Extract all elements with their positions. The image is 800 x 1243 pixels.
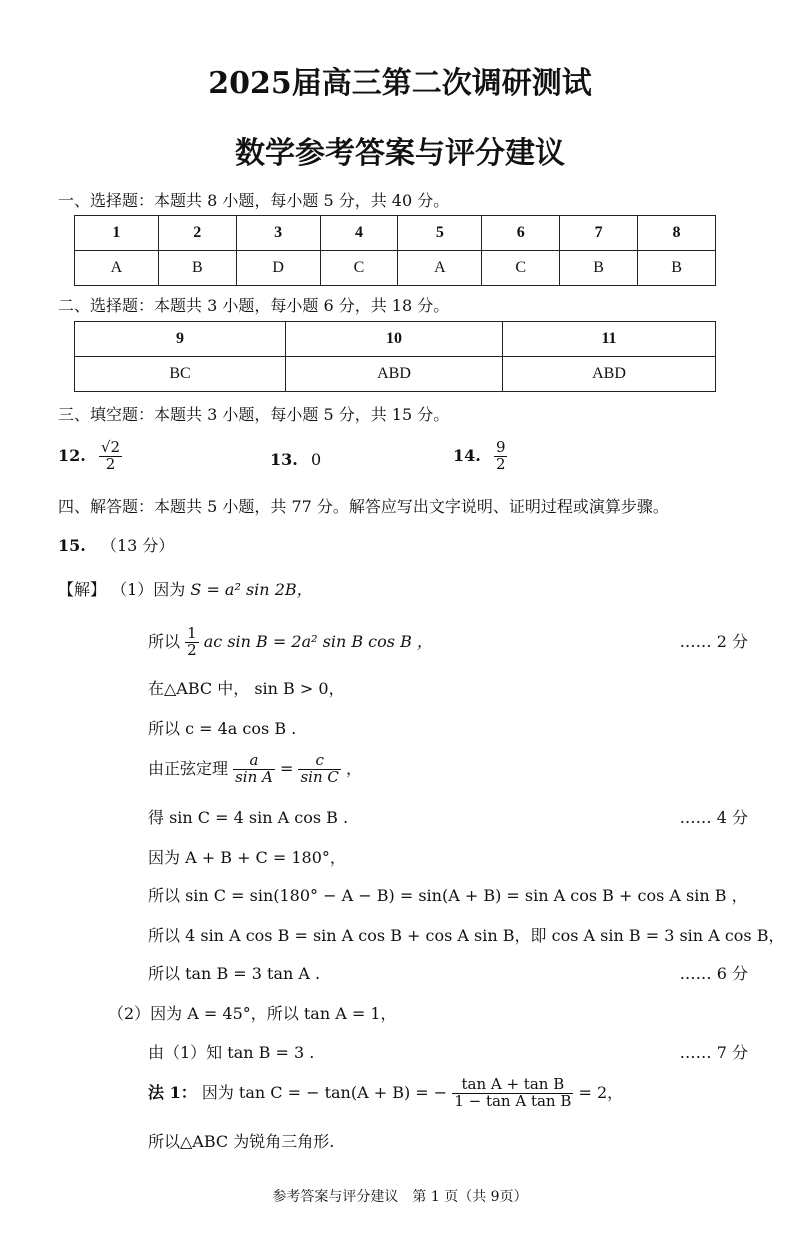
solution-line-12: 由（1）知 tan B = 3 . — [148, 1043, 315, 1062]
formula: S = a² sin 2B， — [190, 580, 313, 599]
section1-heading: 一、选择题：本题共 8 小题，每小题 5 分，共 40 分。 — [58, 191, 450, 210]
section2-answer-table — [74, 321, 716, 392]
answer-cell: ABD — [503, 357, 716, 392]
score-marker: …… 7 分 — [679, 1043, 748, 1062]
solution-line-13 — [148, 1077, 623, 1110]
question-number: 5 — [398, 216, 482, 251]
section2-heading: 二、选择题：本题共 3 小题，每小题 6 分，共 18 分。 — [58, 296, 450, 315]
denominator: sin C — [300, 767, 339, 786]
solution-line-7: 因为 A + B + C = 180°， — [148, 848, 346, 867]
formula: ac sin B = 2a² sin B cos B ， — [203, 631, 433, 651]
question-number: 11 — [503, 322, 716, 357]
half-fraction — [185, 626, 199, 659]
solution-line-10: 所以 tan B = 3 tan A . — [148, 964, 321, 983]
line-suffix: = 2， — [578, 1082, 624, 1102]
denominator: 2 — [187, 640, 197, 659]
method1-label: 法 1： — [148, 1082, 197, 1102]
solution-line-9: 所以 4 sin A cos B = sin A cos B + cos A sin B，即 cos A sin B = 3 sin A cos B， — [148, 926, 785, 945]
solution-line-3: 在△ABC 中， sin B > 0， — [148, 679, 345, 698]
numerator: 1 — [187, 624, 197, 642]
part1-label: （1）因为 — [111, 580, 186, 599]
solution-line-5 — [148, 753, 362, 786]
q12-answer — [58, 440, 122, 473]
answer-cell: BC — [75, 357, 286, 392]
question-number: 6 — [482, 216, 560, 251]
ratio-a — [233, 753, 275, 786]
table-row — [75, 216, 716, 251]
section3-heading: 三、填空题：本题共 3 小题，每小题 5 分，共 15 分。 — [58, 405, 450, 424]
q15-label: 15. — [58, 536, 86, 555]
answer-cell: B — [638, 251, 716, 286]
line-prefix: 所以 — [148, 631, 181, 651]
answer-cell: A — [75, 251, 159, 286]
q15-points: （13 分） — [100, 536, 175, 555]
q14-denominator: 2 — [495, 454, 506, 473]
equals-sign: = — [279, 758, 294, 778]
question-number: 9 — [75, 322, 286, 357]
q12-denominator: 2 — [105, 454, 116, 473]
table-row — [75, 251, 716, 286]
document-subtitle: 数学参考答案与评分建议 — [235, 136, 565, 171]
answer-cell: ABD — [286, 357, 503, 392]
question-number: 1 — [75, 216, 159, 251]
ratio-c — [298, 753, 340, 786]
q13-answer — [270, 450, 321, 469]
answer-cell: A — [398, 251, 482, 286]
solution-line-6: 得 sin C = 4 sin A cos B . — [148, 808, 349, 827]
line-prefix: 因为 tan C = − tan(A + B) = − — [201, 1082, 448, 1102]
page-footer: 参考答案与评分建议 第 1 页（共 9页） — [272, 1189, 528, 1205]
tan-sum-fraction — [452, 1077, 573, 1110]
document-title: 2025届高三第二次调研测试 — [208, 66, 592, 101]
line-suffix: ， — [345, 758, 362, 778]
question-number: 7 — [560, 216, 638, 251]
q12-fraction — [99, 440, 122, 473]
table-row — [75, 357, 716, 392]
answer-cell: C — [320, 251, 398, 286]
q14-fraction — [494, 440, 508, 473]
section1-answer-table — [74, 215, 716, 286]
q14-numerator: 9 — [495, 438, 506, 456]
part2-line: （2）因为 A = 45°，所以 tan A = 1， — [108, 1004, 397, 1023]
q12-label: 12. — [58, 445, 86, 465]
numerator: tan A + tan B — [452, 1077, 573, 1094]
answer-cell: B — [560, 251, 638, 286]
q13-value: 0 — [310, 450, 322, 469]
question-number: 3 — [236, 216, 320, 251]
score-marker: …… 2 分 — [679, 632, 748, 651]
solution-tag: 【解】 — [58, 580, 107, 599]
numerator: a — [233, 753, 275, 770]
q14-label: 14. — [453, 445, 481, 465]
solution-line-1 — [58, 577, 313, 600]
q14-answer — [453, 440, 507, 473]
q13-label: 13. — [270, 450, 298, 469]
denominator: 1 − tan A tan B — [454, 1091, 572, 1110]
q12-numerator: √2 — [100, 438, 121, 456]
solution-line-8: 所以 sin C = sin(180° − A − B) = sin(A + B) = sin A cos B + cos A sin B ， — [148, 886, 748, 905]
denominator: sin A — [235, 767, 273, 786]
solution-line-4: 所以 c = 4a cos B . — [148, 719, 297, 738]
score-marker: …… 4 分 — [679, 808, 748, 827]
q15-header — [58, 533, 174, 556]
solution-line-14: 所以△ABC 为锐角三角形. — [148, 1132, 335, 1151]
question-number: 10 — [286, 322, 503, 357]
line-prefix: 由正弦定理 — [148, 758, 229, 778]
table-row — [75, 322, 716, 357]
numerator: c — [298, 753, 340, 770]
answer-cell: C — [482, 251, 560, 286]
section4-heading: 四、解答题：本题共 5 小题，共 77 分。解答应写出文字说明、证明过程或演算步骤。 — [58, 497, 669, 516]
question-number: 2 — [158, 216, 236, 251]
score-marker: …… 6 分 — [679, 964, 748, 983]
answer-cell: D — [236, 251, 320, 286]
question-number: 8 — [638, 216, 716, 251]
question-number: 4 — [320, 216, 398, 251]
solution-line-2 — [148, 626, 433, 659]
answer-cell: B — [158, 251, 236, 286]
